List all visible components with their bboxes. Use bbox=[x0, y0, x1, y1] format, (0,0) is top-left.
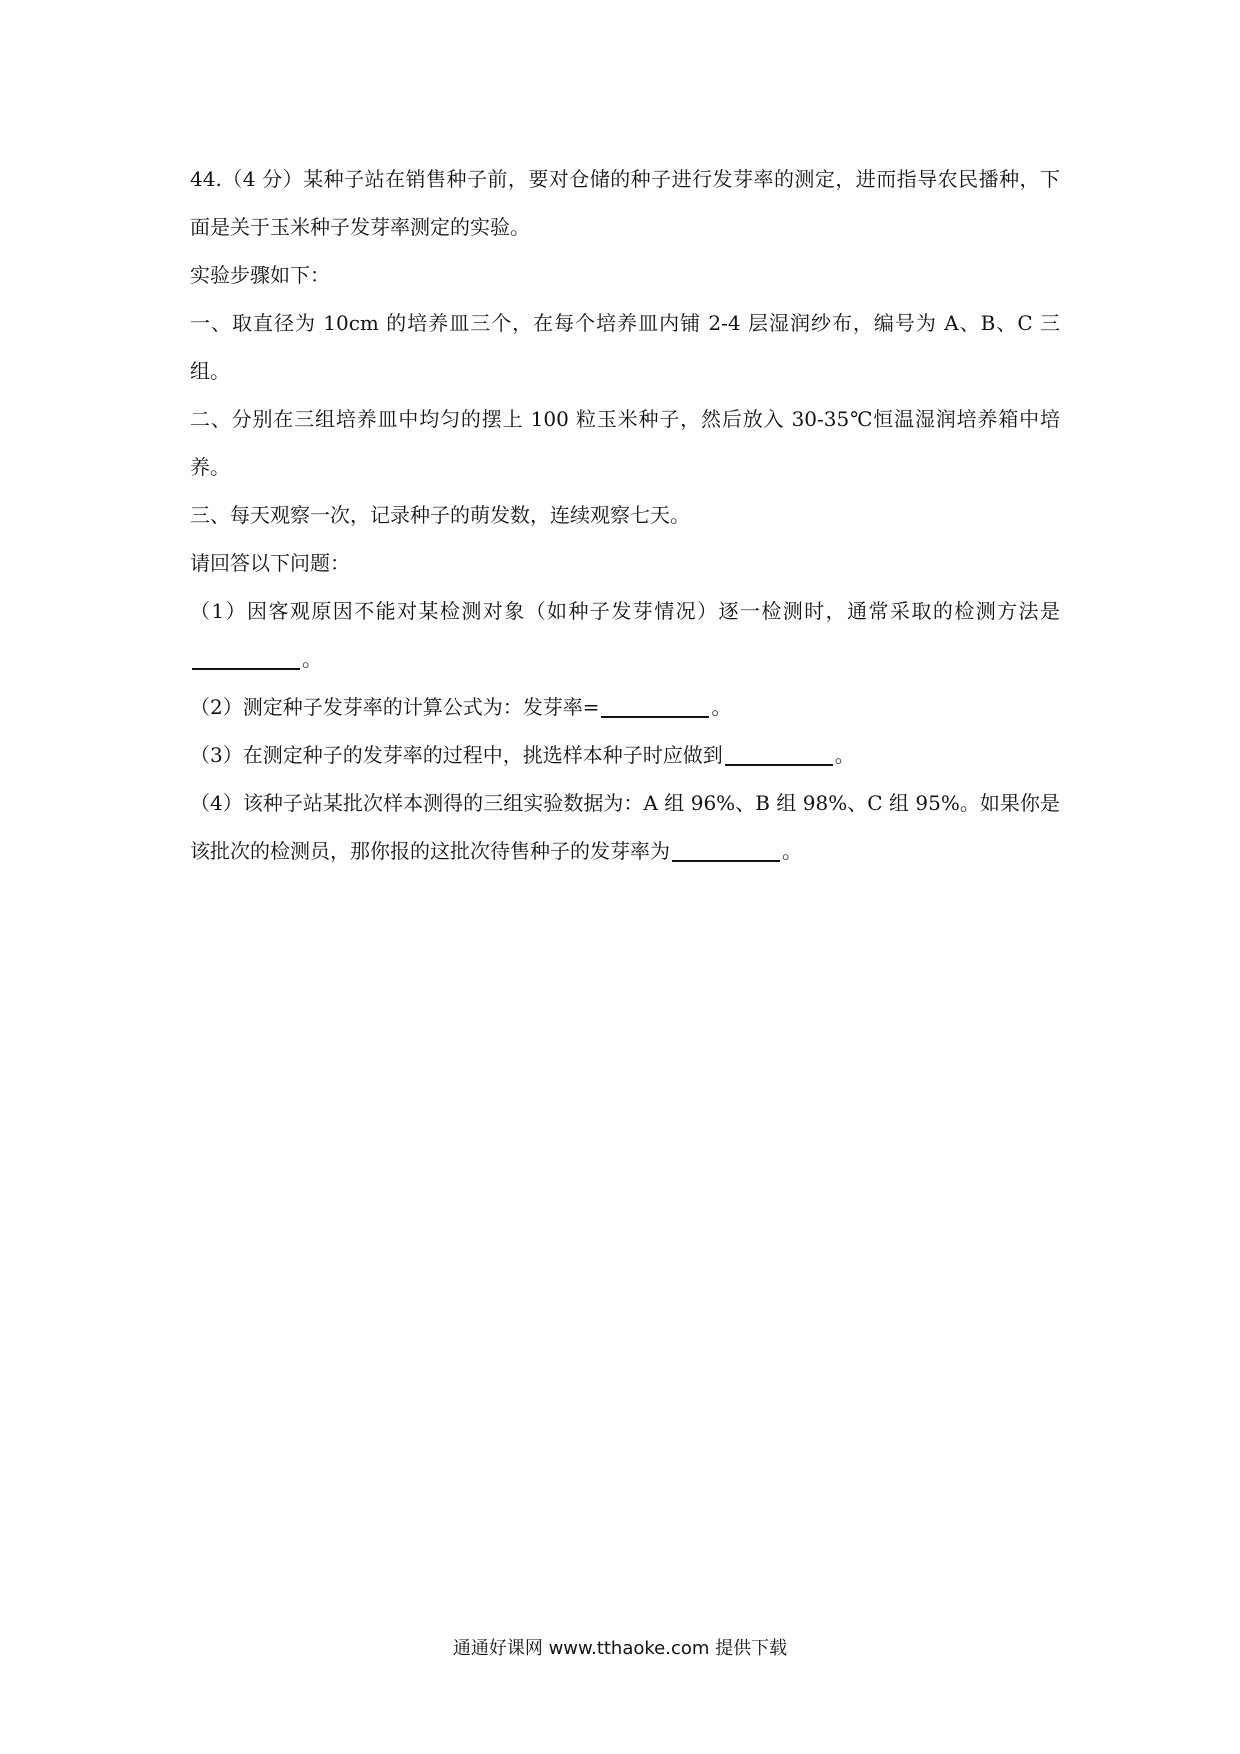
end-mark: 。 bbox=[834, 743, 855, 767]
sub-question-4-text: （4）该种子站某批次样本测得的三组实验数据为：A 组 96%、B 组 98%、C 组 95%。如果你是该批次的检测员，那你报的这批次待售种子的发芽率为 bbox=[190, 791, 1060, 863]
answer-blank-4[interactable] bbox=[672, 838, 780, 862]
sub-question-1-text: （1）因客观原因不能对某检测对象（如种子发芽情况）逐一检测时，通常采取的检测方法是 bbox=[190, 599, 1060, 623]
sub-question-2 bbox=[190, 683, 1060, 731]
answer-blank-1[interactable] bbox=[192, 646, 300, 670]
sub-question-3 bbox=[190, 731, 1060, 779]
answer-heading: 请回答以下问题： bbox=[190, 551, 350, 575]
step-three: 三、每天观察一次，记录种子的萌发数，连续观察七天。 bbox=[190, 503, 690, 527]
end-mark: 。 bbox=[711, 695, 732, 719]
page-footer: 通通好课网 www.tthaoke.com 提供下载 bbox=[452, 1638, 788, 1659]
steps-heading: 实验步骤如下： bbox=[190, 263, 330, 287]
sub-question-2-text: （2）测定种子发芽率的计算公式为：发芽率= bbox=[190, 695, 600, 719]
sub-question-1 bbox=[190, 587, 1060, 683]
step-one: 一、取直径为 10cm 的培养皿三个，在每个培养皿内铺 2-4 层湿润纱布，编号为 A、B、C 三组。 bbox=[190, 311, 1060, 383]
end-mark: 。 bbox=[302, 647, 322, 671]
sub-question-3-text: （3）在测定种子的发芽率的过程中，挑选样本种子时应做到 bbox=[190, 743, 723, 767]
question-body bbox=[190, 155, 1060, 875]
sub-question-4 bbox=[190, 779, 1060, 875]
step-two: 二、分别在三组培养皿中均匀的摆上 100 粒玉米种子，然后放入 30-35℃恒温湿润培养箱中培养。 bbox=[190, 407, 1060, 479]
answer-blank-3[interactable] bbox=[725, 742, 833, 766]
question-intro: 44.（4 分）某种子站在销售种子前，要对仓储的种子进行发芽率的测定，进而指导农民播种，下面是关于玉米种子发芽率测定的实验。 bbox=[190, 167, 1060, 239]
answer-blank-2[interactable] bbox=[601, 694, 709, 718]
end-mark: 。 bbox=[782, 839, 802, 863]
